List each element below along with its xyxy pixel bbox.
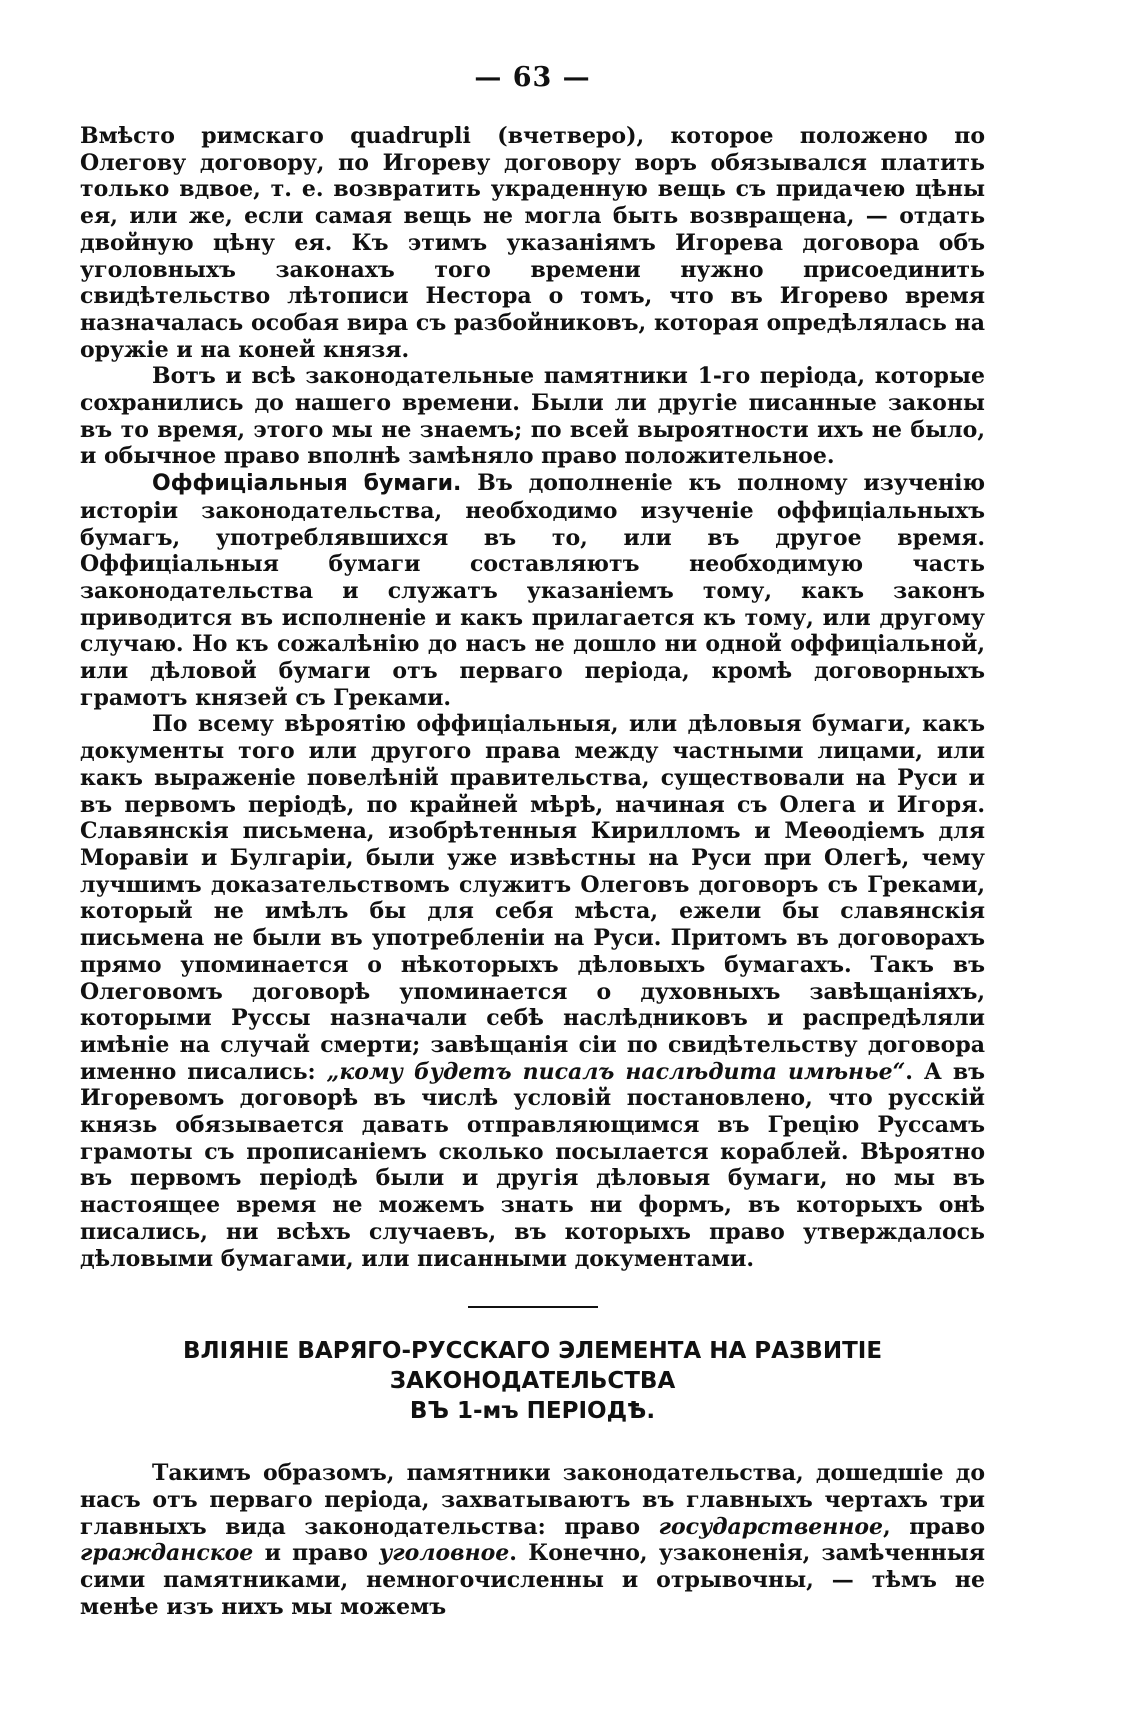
paragraph-final: [80, 1460, 985, 1620]
section-divider: [468, 1306, 598, 1308]
chapter-title-line-2: ВЪ 1-мъ ПЕРІОДѢ.: [409, 1398, 656, 1425]
final-text-d: . Конечно, узаконенія, замѣченныя сими памятниками, немногочисленны и отрывочны, — тѣмъ не менѣе изъ нихъ мы можемъ: [80, 1540, 985, 1620]
page-number: — 63 —: [474, 62, 591, 93]
paragraph-4-text-a: По всему вѣроятію оффиціальныя, или дѣловыя бумаги, какъ документы того или другого права между частными лицами, или какъ выраженіе повелѣній правительства, существовали на Руси и въ первомъ періодѣ, по крайней мѣрѣ, начиная съ Олега и Игоря. Славянскія письмена, изобрѣтенныя Кирилломъ и Меѳодіемъ для Моравіи и Булгаріи, были уже извѣстны на Руси при Олегѣ, чему лучшимъ доказательствомъ служитъ Олеговъ договоръ съ Греками, который не имѣлъ бы для себя мѣста, ежели бы славянскія письмена не были въ употребленіи на Руси. Притомъ въ договорахъ прямо упоминается о нѣкоторыхъ дѣловыхъ бумагахъ. Такъ въ Олеговомъ договорѣ упоминается о духовныхъ завѣщаніяхъ, которыми Руссы назначали себѣ наслѣдниковъ и распредѣляли имѣніе на случай смерти; завѣщанія сіи по свидѣтельству договора именно писались:: [80, 711, 985, 1085]
paragraph-4: [80, 711, 985, 1272]
paragraph-1: Вмѣсто римскаго quadrupli (вчетверо), которое положено по Олегову договору, по Игореву договору воръ обязывался платить только вдвое, т. е. возвратить украденную вещь съ придачею цѣны ея, или же, если самая вещь не могла быть возвращена, — отдать двойную цѣну ея. Къ этимъ указаніямъ Игорева договора объ уголовныхъ законахъ того времени нужно присоединить свидѣтельство лѣтописи Нестора о томъ, что въ Игорево время назначалась особая вира съ разбойниковъ, которая опредѣлялась на оружіе и на коней князя.: [80, 123, 985, 363]
final-text-c: и право: [253, 1540, 380, 1567]
final-text-b: , право: [883, 1513, 985, 1540]
final-text-a: Такимъ образомъ, памятники законодательства, дошедшіе до насъ отъ перваго періода, захватываютъ въ главныхъ чертахъ три главныхъ вида законодательства: право: [80, 1460, 985, 1540]
chapter-title: [80, 1336, 985, 1426]
final-italic-civil-law: гражданское: [80, 1540, 254, 1567]
paragraph-4-text-b: . А въ Игоревомъ договорѣ въ числѣ условій постановлено, что русскій князь обязывается давать отправляющимся въ Грецію Руссамъ грамоты съ прописаніемъ сколько посылается кораблей. Вѣроятно въ первомъ періодѣ были и другія дѣловыя бумаги, но мы въ настоящее время не можемъ знать ни формъ, въ которыхъ онѣ писались, ни всѣхъ случаевъ, въ которыхъ право утверждалось дѣловыми бумагами, или писанными документами.: [80, 1058, 985, 1272]
section-heading-official-papers: Оффиціальныя бумаги.: [152, 471, 462, 497]
paragraph-2: Вотъ и всѣ законодательные памятники 1-го періода, которые сохранились до нашего времени. Были ли другіе писанные законы въ то время, этого мы не знаемъ; по всей выроятности ихъ не было, и обычное право вполнѣ замѣняло право положительное.: [80, 363, 985, 470]
chapter-title-line-1: ВЛІЯНІЕ ВАРЯГО-РУССКАГО ЭЛЕМЕНТА НА РАЗВИТІЕ ЗАКОНОДАТЕЛЬСТВА: [182, 1338, 883, 1395]
paragraph-3-text: Въ дополненіе къ полному изученію исторіи законодательства, необходимо изученіе оффиціальныхъ бумагъ, употреблявшихся въ то, или въ другое время. Оффиціальныя бумаги составляютъ необходимую часть законодательства и служатъ указаніемъ тому, какъ законъ приводится въ исполненіе и какъ прилагается къ тому, или другому случаю. Но къ сожалѣнію до насъ не дошло ни одной оффиціальной, или дѣловой бумаги отъ перваго періода, кромѣ договорныхъ грамотъ князей съ Греками.: [80, 470, 985, 711]
final-italic-criminal-law: уголовное: [379, 1540, 510, 1567]
paragraph-3: [80, 470, 985, 711]
final-italic-state-law: государственное: [658, 1513, 884, 1540]
paragraph-4-quote: „кому будетъ писалъ наслѣдита имѣнье“: [326, 1058, 906, 1085]
